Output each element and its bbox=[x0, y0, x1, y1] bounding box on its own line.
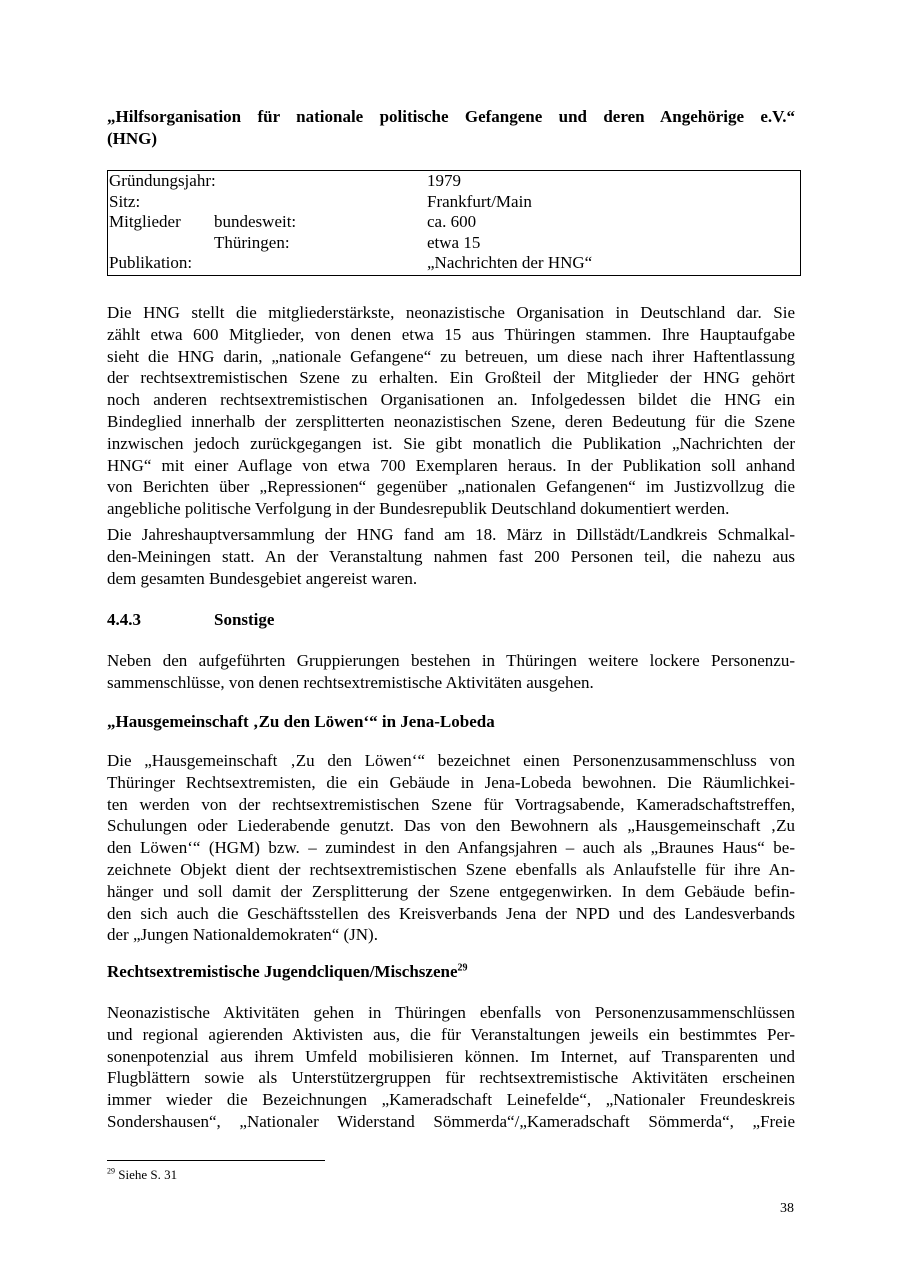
text-line: zeichnete Objekt dient der rechtsextremistischen Szene ebenfalls als Anlaufstelle für ihre An- bbox=[107, 859, 795, 879]
text-line: Die HNG stellt die mitgliederstärkste, neonazistische Organisation in Deutschland dar. Sie bbox=[107, 303, 795, 322]
subheading-hausgemeinschaft: „Hausgemeinschaft ‚Zu den Löwen‘“ in Jena-Lobeda bbox=[107, 712, 495, 731]
text-line: Schulungen oder Liederabende genutzt. Das von den Bewohnern als „Hausgemeinschaft ‚Zu bbox=[107, 816, 795, 836]
text-line: von Berichten über „Repressionen“ gegenüber „nationalen Gefangenen“ im Justizvollzug die bbox=[107, 477, 795, 497]
text-line: inzwischen jedoch zurückgegangen ist. Sie gibt monatlich die Publikation „Nachrichten der bbox=[107, 433, 795, 453]
table-label: Publikation: bbox=[109, 253, 193, 272]
table-sublabel: Thüringen: bbox=[214, 232, 290, 252]
organization-info-table bbox=[107, 170, 801, 276]
text-line: dem gesamten Bundesgebiet angereist waren. bbox=[107, 568, 418, 588]
text-line: angebliche politische Verfolgung in der Bundesrepublik Deutschland dokumentiert werden. bbox=[107, 499, 730, 519]
text-line: sieht die HNG darin, „nationale Gefangene“ zu betreuen, um diese nach ihrer Haftentlassung bbox=[107, 346, 795, 366]
text-line: Flugblättern sowie als Unterstützergruppen für rechtsextremistische Aktivitäten erscheinen bbox=[107, 1068, 795, 1088]
footnote-text: Siehe S. 31 bbox=[118, 1167, 178, 1182]
footnote bbox=[107, 1167, 177, 1183]
text-line: der rechtsextremistischen Szene zu erhalten. Ein Großteil der Mitglieder der HNG gehört bbox=[107, 368, 795, 388]
text-line: sammenschlüsse, von denen rechtsextremistische Aktivitäten ausgehen. bbox=[107, 672, 594, 692]
paragraph-hng-description bbox=[107, 302, 795, 520]
paragraph-hausgemeinschaft bbox=[107, 750, 795, 946]
text-line: hänger und soll damit der Zersplitterung der Szene entgegenwirken. In dem Gebäude befin- bbox=[107, 881, 795, 901]
table-row bbox=[108, 253, 800, 274]
text-line: Neonazistische Aktivitäten gehen in Thüringen ebenfalls von Personenzusammenschlüssen bbox=[107, 1003, 795, 1022]
subheading-text: Rechtsextremistische Jugendcliquen/Mischszene bbox=[107, 962, 458, 981]
table-row bbox=[108, 192, 800, 213]
table-row bbox=[108, 233, 800, 254]
text-line: Thüringer Rechtsextremisten, die ein Gebäude in Jena-Lobeda bewohnen. Die Räumlichkei- bbox=[107, 772, 795, 792]
table-label: Gründungsjahr: bbox=[109, 171, 216, 190]
subheading-jugendcliquen bbox=[107, 961, 468, 983]
table-row bbox=[108, 212, 800, 233]
text-line: noch anderen rechtsextremistischen Organisationen an. Infolgedessen bildet die HNG ein bbox=[107, 390, 795, 410]
heading-line-1: „Hilfsorganisation für nationale politische Gefangene und deren Angehörige e.V.“ bbox=[107, 107, 795, 126]
text-line: Die Jahreshauptversammlung der HNG fand am 18. März in Dillstädt/Landkreis Schmalkal- bbox=[107, 525, 795, 544]
text-line: den-Meiningen statt. An der Veranstaltung nahmen fast 200 Personen teil, die nahezu aus bbox=[107, 546, 795, 566]
section-number: 4.4.3 bbox=[107, 610, 141, 629]
page-number: 38 bbox=[780, 1201, 794, 1216]
paragraph-other-groups bbox=[107, 650, 795, 694]
text-line: den sich auch die Geschäftsstellen des Kreisverbands Jena der NPD und des Landesverbands bbox=[107, 903, 795, 923]
footnote-reference[interactable]: 29 bbox=[457, 962, 468, 974]
text-line: HNG“ mit einer Auflage von etwa 700 Exemplaren heraus. In der Publikation soll anhand bbox=[107, 455, 795, 475]
paragraph-jugendcliquen bbox=[107, 1002, 795, 1133]
footnote-number: 29 bbox=[107, 1166, 115, 1176]
section-title: Sonstige bbox=[214, 610, 275, 629]
table-sublabel: bundesweit: bbox=[214, 212, 297, 231]
table-label: Mitglieder bbox=[109, 212, 181, 231]
table-value: etwa 15 bbox=[427, 232, 481, 252]
table-value: „Nachrichten der HNG“ bbox=[427, 253, 593, 272]
text-line: ten werden von der rechtsextremistischen Szene für Vortragsabende, Kameradschaftstreffen, bbox=[107, 794, 795, 814]
text-line: der „Jungen Nationaldemokraten“ (JN). bbox=[107, 925, 378, 945]
text-line: den Löwen‘“ (HGM) bzw. – zumindest in den Anfangsjahren – auch als „Braunes Haus“ be- bbox=[107, 838, 795, 858]
text-line: immer wieder die Bezeichnungen „Kameradschaft Leinefelde“, „Nationaler Freundeskreis bbox=[107, 1090, 795, 1110]
heading-line-2: (HNG) bbox=[107, 129, 158, 148]
text-line: zählt etwa 600 Mitglieder, von denen etwa 15 aus Thüringen stammen. Ihre Hauptaufgabe bbox=[107, 324, 795, 344]
text-line: und regional agierenden Aktivisten aus, die für Veranstaltungen jeweils ein bestimmtes Per- bbox=[107, 1024, 795, 1044]
organization-heading bbox=[107, 106, 795, 150]
table-value: Frankfurt/Main bbox=[427, 191, 532, 211]
text-line: Sondershausen“, „Nationaler Widerstand Sömmerda“/„Kameradschaft Sömmerda“, „Freie bbox=[107, 1111, 795, 1131]
text-line: sonenpotenzial aus ihrem Umfeld mobilisieren können. Im Internet, auf Transparenten und bbox=[107, 1046, 795, 1066]
text-line: Die „Hausgemeinschaft ‚Zu den Löwen‘“ bezeichnet einen Personenzusammenschluss von bbox=[107, 751, 795, 770]
paragraph-annual-meeting bbox=[107, 524, 795, 589]
table-value: 1979 bbox=[427, 171, 461, 190]
table-value: ca. 600 bbox=[427, 212, 477, 231]
table-label: Sitz: bbox=[109, 191, 141, 211]
text-line: Bindeglied innerhalb der zersplitterten neonazistischen Szene, deren Bedeutung für die Szene bbox=[107, 411, 795, 431]
table-row bbox=[108, 171, 800, 192]
text-line: Neben den aufgeführten Gruppierungen bestehen in Thüringen weitere lockere Personenzu- bbox=[107, 651, 795, 670]
footnote-divider bbox=[107, 1160, 325, 1161]
